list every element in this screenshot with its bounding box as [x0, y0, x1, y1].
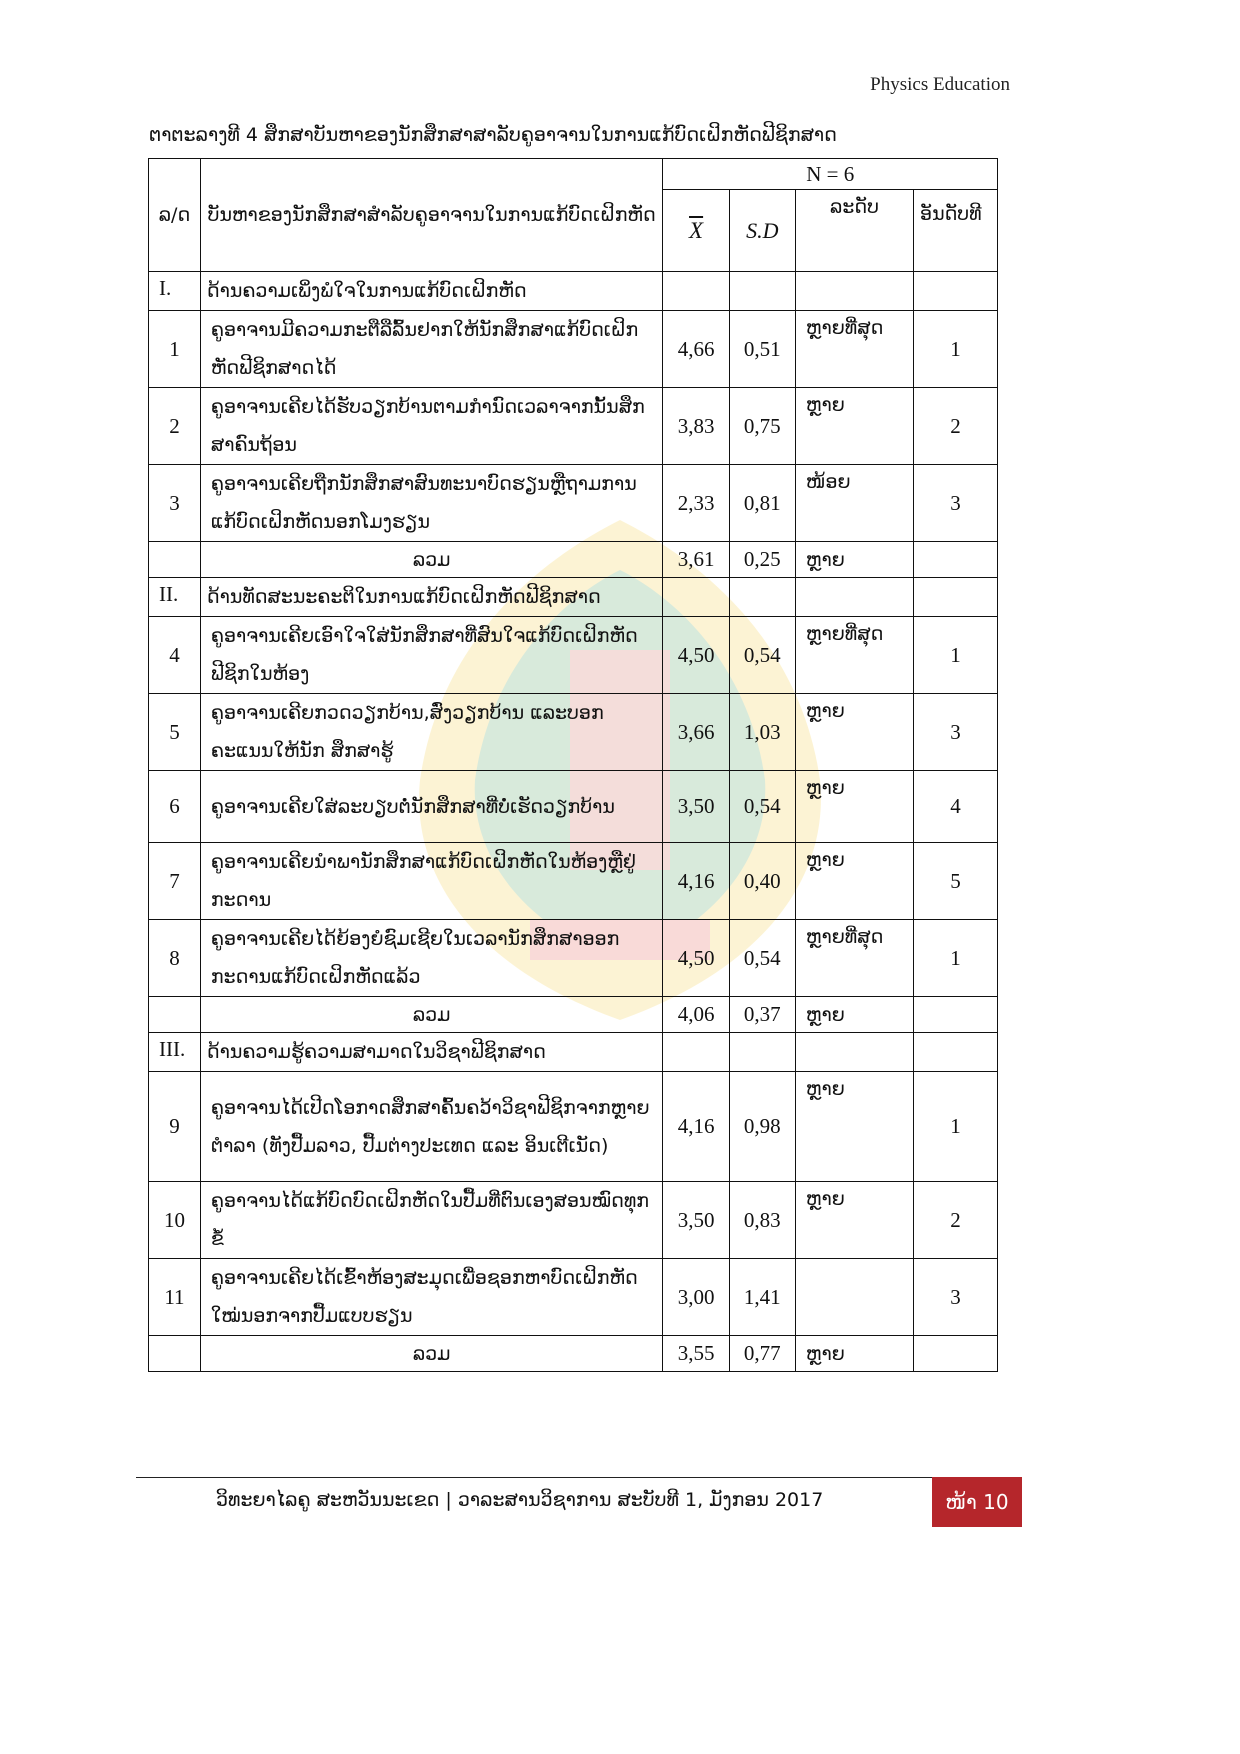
row-level: ຫຼາຍ [795, 388, 913, 465]
table-row [149, 1182, 998, 1259]
table-row [149, 465, 998, 542]
total-label: ລວມ [200, 1336, 663, 1372]
total-sd: 0,77 [729, 1336, 795, 1372]
total-level: ຫຼາຍ [795, 997, 913, 1033]
results-table [148, 158, 998, 1372]
section-row [149, 578, 998, 617]
row-item-text: ຄູອາຈານເຄີຍກວດວຽກບ້ານ,ສົ່ງວຽກບ້ານ ແລະບອກຄະແນນໃຫ້ນັກ ສຶກສາຮູ້ [200, 694, 663, 771]
row-mean: 3,66 [663, 694, 729, 771]
row-item-text: ຄູອາຈານເຄີຍໃສ່ລະບຽບຕໍ່ນັກສຶກສາທີ່ບໍ່ເຮັດວຽກບ້ານ [200, 771, 663, 843]
row-mean: 2,33 [663, 465, 729, 542]
row-sd: 0,51 [729, 311, 795, 388]
empty-cell [914, 997, 998, 1033]
row-rank: 2 [914, 388, 998, 465]
empty-cell [914, 1336, 998, 1372]
row-rank: 5 [914, 843, 998, 920]
row-number: 2 [149, 388, 201, 465]
row-item-text: ຄູອາຈານເຄີຍເອົາໃຈໃສ່ນັກສຶກສາທີ່ສົນໃຈແກ້ບົດເຝິກຫັດຟີຊິກໃນຫ້ອງ [200, 617, 663, 694]
row-sd: 0,40 [729, 843, 795, 920]
empty-cell [914, 578, 998, 617]
table-row [149, 1072, 998, 1182]
row-number: 8 [149, 920, 201, 997]
empty-cell [663, 272, 729, 311]
row-number: 6 [149, 771, 201, 843]
empty-cell [914, 1033, 998, 1072]
row-level: ຫຼາຍທີ່ສຸດ [795, 920, 913, 997]
row-rank: 4 [914, 771, 998, 843]
table-row [149, 617, 998, 694]
page-number-badge: ໜ້າ 10 [932, 1477, 1022, 1527]
row-item-text: ຄູອາຈານເຄີຍໄດ້ຮັບວຽກບ້ານຕາມກຳນົດເວລາຈາກນັ້ນສຶກສາຄົນຖ້ອນ [200, 388, 663, 465]
row-rank: 3 [914, 465, 998, 542]
empty-cell [914, 542, 998, 578]
row-mean: 3,00 [663, 1259, 729, 1336]
row-rank: 1 [914, 617, 998, 694]
section-row [149, 1033, 998, 1072]
empty-cell [729, 578, 795, 617]
header-level: ລະດັບ [795, 190, 913, 272]
row-mean: 4,50 [663, 617, 729, 694]
empty-cell [663, 578, 729, 617]
empty-cell [663, 1033, 729, 1072]
row-rank: 2 [914, 1182, 998, 1259]
table-row [149, 843, 998, 920]
total-mean: 3,55 [663, 1336, 729, 1372]
empty-cell [729, 272, 795, 311]
row-mean: 4,16 [663, 1072, 729, 1182]
row-mean: 4,66 [663, 311, 729, 388]
row-number: 4 [149, 617, 201, 694]
row-item-text: ຄູອາຈານມີຄວາມກະຕືລືລົ້ນຢາກໃຫ້ນັກສຶກສາແກ້ບົດເຝິກຫັດຟີຊິກສາດໄດ້ [200, 311, 663, 388]
total-mean: 4,06 [663, 997, 729, 1033]
table-row [149, 1259, 998, 1336]
table-row [149, 920, 998, 997]
header-no: ລ/ດ [149, 159, 201, 272]
total-row [149, 1336, 998, 1372]
row-number: 3 [149, 465, 201, 542]
total-label: ລວມ [200, 997, 663, 1033]
table-row [149, 388, 998, 465]
section-number: II. [149, 578, 201, 617]
table-row [149, 311, 998, 388]
section-row [149, 272, 998, 311]
row-sd: 0,83 [729, 1182, 795, 1259]
empty-cell [149, 542, 201, 578]
empty-cell [914, 272, 998, 311]
row-sd: 0,98 [729, 1072, 795, 1182]
total-row [149, 997, 998, 1033]
row-item-text: ຄູອາຈານເຄີຍນຳພານັກສຶກສາແກ້ບົດເຝິກຫັດໃນຫ້ອງຫຼືຢູ່ກະດານ [200, 843, 663, 920]
total-mean: 3,61 [663, 542, 729, 578]
total-sd: 0,25 [729, 542, 795, 578]
row-rank: 1 [914, 1072, 998, 1182]
section-title: ດ້ານຄວາມເພິ່ງພໍໃຈໃນການແກ້ບົດເຝິກຫັດ [200, 272, 663, 311]
header-sd: S.D [729, 190, 795, 272]
row-sd: 1,41 [729, 1259, 795, 1336]
row-number: 10 [149, 1182, 201, 1259]
row-mean: 4,50 [663, 920, 729, 997]
row-level: ໜ້ອຍ [795, 465, 913, 542]
empty-cell [795, 1033, 913, 1072]
table-row [149, 771, 998, 843]
row-level: ຫຼາຍ [795, 843, 913, 920]
row-level: ຫຼາຍ [795, 1072, 913, 1182]
total-level: ຫຼາຍ [795, 542, 913, 578]
section-number: III. [149, 1033, 201, 1072]
row-mean: 3,50 [663, 771, 729, 843]
header-mean: $\overline{X}$ [663, 190, 729, 272]
row-sd: 1,03 [729, 694, 795, 771]
empty-cell [729, 1033, 795, 1072]
row-level: ຫຼາຍທີ່ສຸດ [795, 311, 913, 388]
footer-rule [136, 1477, 932, 1478]
total-label: ລວມ [200, 542, 663, 578]
empty-cell [795, 272, 913, 311]
row-mean: 3,83 [663, 388, 729, 465]
row-sd: 0,54 [729, 771, 795, 843]
row-item-text: ຄູອາຈານເຄີຍຖືກນັກສຶກສາສົນທະນາບົດຮຽນຫຼືຖາມການແກ້ບົດເຝິກຫັດນອກໂມງຮຽນ [200, 465, 663, 542]
row-number: 7 [149, 843, 201, 920]
row-level: ຫຼາຍ [795, 1182, 913, 1259]
total-sd: 0,37 [729, 997, 795, 1033]
header-item: ບັນຫາຂອງນັກສຶກສາສຳລັບຄູອາຈານໃນການແກ້ບົດເຝິກຫັດ [200, 159, 663, 272]
section-title: ດ້ານຄວາມຮູ້ຄວາມສາມາດໃນວິຊາຟີຊິກສາດ [200, 1033, 663, 1072]
row-sd: 0,54 [729, 617, 795, 694]
header-n: N = 6 [663, 159, 998, 190]
row-sd: 0,75 [729, 388, 795, 465]
empty-cell [149, 997, 201, 1033]
row-level: ຫຼາຍ [795, 694, 913, 771]
row-rank: 3 [914, 1259, 998, 1336]
header-rank: ອັນດັບທີ [914, 190, 998, 272]
row-mean: 3,50 [663, 1182, 729, 1259]
row-level: ຫຼາຍ [795, 771, 913, 843]
row-item-text: ຄູອາຈານເຄີຍໄດ້ຍ້ອງຍໍຊົມເຊີຍໃນເວລານັກສຶກສາອອກກະດານແກ້ບົດເຝິກຫັດແລ້ວ [200, 920, 663, 997]
row-rank: 1 [914, 311, 998, 388]
row-number: 5 [149, 694, 201, 771]
total-row [149, 542, 998, 578]
row-item-text: ຄູອາຈານເຄີຍໄດ້ເຂົ້າຫ້ອງສະມຸດເພື່ອຊອກຫາບົດເຝິກຫັດໃໝ່ນອກຈາກປື້ມແບບຮຽນ [200, 1259, 663, 1336]
section-number: I. [149, 272, 201, 311]
row-number: 9 [149, 1072, 201, 1182]
empty-cell [149, 1336, 201, 1372]
empty-cell [795, 578, 913, 617]
row-rank: 3 [914, 694, 998, 771]
table-row [149, 694, 998, 771]
row-level: ຫຼາຍທີ່ສຸດ [795, 617, 913, 694]
section-title: ດ້ານທັດສະນະຄະຕິໃນການແກ້ບົດເຝິກຫັດຟີຊິກສາດ [200, 578, 663, 617]
row-level [795, 1259, 913, 1336]
row-sd: 0,54 [729, 920, 795, 997]
row-number: 1 [149, 311, 201, 388]
table-caption: ຕາຕະລາງທີ 4 ສຶກສາບັນຫາຂອງນັກສຶກສາສາລັບຄູອາຈານໃນການແກ້ບົດເຝິກຫັດຟີຊິກສາດ [149, 124, 837, 146]
row-rank: 1 [914, 920, 998, 997]
row-mean: 4,16 [663, 843, 729, 920]
footer-text: ວິທະຍາໄລຄູ ສະຫວັນນະເຂດ | ວາລະສານວິຊາການ ສະບັບທີ 1, ມັງກອນ 2017 [216, 1489, 824, 1511]
running-header: Physics Education [870, 74, 1010, 95]
row-sd: 0,81 [729, 465, 795, 542]
row-item-text: ຄູອາຈານໄດ້ແກ້ບົດບົດເຝິກຫັດໃນປື້ມທີ່ຕົນເອງສອນໝົດທຸກຂໍ້ [200, 1182, 663, 1259]
row-number: 11 [149, 1259, 201, 1336]
total-level: ຫຼາຍ [795, 1336, 913, 1372]
row-item-text: ຄູອາຈານໄດ້ເປີດໂອກາດສຶກສາຄົ້ນຄວ້າວິຊາຟີຊິກຈາກຫຼາຍຕຳລາ (ທັງປື້ມລາວ, ປື້ມຕ່າງປະເທດ ແລະ ອິນເຕີເນັດ) [200, 1072, 663, 1182]
